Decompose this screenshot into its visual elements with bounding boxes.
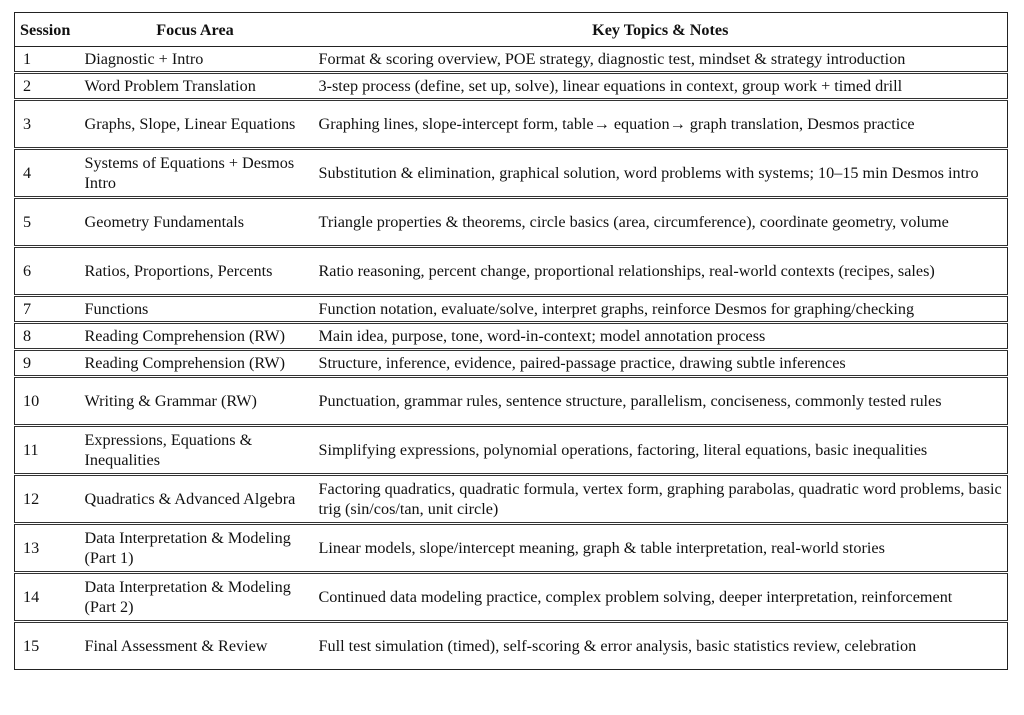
session-number-cell: 13 bbox=[15, 524, 77, 573]
table-row bbox=[15, 47, 1008, 73]
focus-area-cell: Ratios, Proportions, Percents bbox=[77, 247, 314, 296]
key-topics-cell: Continued data modeling practice, complex problem solving, deeper interpretation, reinforcement bbox=[314, 573, 1008, 622]
key-topics-cell: Graphing lines, slope-intercept form, table→ equation→ graph translation, Desmos practice bbox=[314, 100, 1008, 149]
focus-area-cell: Reading Comprehension (RW) bbox=[77, 350, 314, 377]
key-topics-cell: Substitution & elimination, graphical solution, word problems with systems; 10–15 min Desmos intro bbox=[314, 149, 1008, 198]
focus-area-cell: Writing & Grammar (RW) bbox=[77, 377, 314, 426]
table-row bbox=[15, 350, 1008, 377]
table-row bbox=[15, 426, 1008, 475]
header-row bbox=[15, 13, 1008, 47]
schedule-table-wrapper bbox=[14, 12, 1007, 670]
table-row bbox=[15, 247, 1008, 296]
table-row bbox=[15, 100, 1008, 149]
table-header bbox=[15, 13, 1008, 47]
table-body bbox=[15, 47, 1008, 670]
header-session: Session bbox=[15, 13, 77, 47]
focus-area-cell: Diagnostic + Intro bbox=[77, 47, 314, 73]
focus-area-cell: Quadratics & Advanced Algebra bbox=[77, 475, 314, 524]
key-topics-cell: Triangle properties & theorems, circle basics (area, circumference), coordinate geometry, volume bbox=[314, 198, 1008, 247]
key-topics-cell: 3-step process (define, set up, solve), linear equations in context, group work + timed drill bbox=[314, 73, 1008, 100]
table-row bbox=[15, 296, 1008, 323]
key-topics-cell: Full test simulation (timed), self-scoring & error analysis, basic statistics review, celebration bbox=[314, 622, 1008, 670]
key-topics-cell: Punctuation, grammar rules, sentence structure, parallelism, conciseness, commonly tested rules bbox=[314, 377, 1008, 426]
key-topics-cell: Main idea, purpose, tone, word-in-context; model annotation process bbox=[314, 323, 1008, 350]
session-number-cell: 12 bbox=[15, 475, 77, 524]
session-number-cell: 8 bbox=[15, 323, 77, 350]
focus-area-cell: Data Interpretation & Modeling (Part 2) bbox=[77, 573, 314, 622]
session-number-cell: 9 bbox=[15, 350, 77, 377]
session-number-cell: 6 bbox=[15, 247, 77, 296]
table-row bbox=[15, 475, 1008, 524]
session-number-cell: 2 bbox=[15, 73, 77, 100]
table-row bbox=[15, 149, 1008, 198]
session-number-cell: 15 bbox=[15, 622, 77, 670]
session-number-cell: 10 bbox=[15, 377, 77, 426]
session-number-cell: 1 bbox=[15, 47, 77, 73]
table-row bbox=[15, 198, 1008, 247]
table-row bbox=[15, 622, 1008, 670]
table-row bbox=[15, 377, 1008, 426]
key-topics-cell: Ratio reasoning, percent change, proportional relationships, real-world contexts (recipes, sales) bbox=[314, 247, 1008, 296]
table-row bbox=[15, 323, 1008, 350]
focus-area-cell: Geometry Fundamentals bbox=[77, 198, 314, 247]
table-row bbox=[15, 73, 1008, 100]
session-number-cell: 7 bbox=[15, 296, 77, 323]
key-topics-cell: Format & scoring overview, POE strategy, diagnostic test, mindset & strategy introduction bbox=[314, 47, 1008, 73]
focus-area-cell: Functions bbox=[77, 296, 314, 323]
session-number-cell: 3 bbox=[15, 100, 77, 149]
table-row bbox=[15, 573, 1008, 622]
focus-area-cell: Word Problem Translation bbox=[77, 73, 314, 100]
session-number-cell: 4 bbox=[15, 149, 77, 198]
key-topics-cell: Function notation, evaluate/solve, interpret graphs, reinforce Desmos for graphing/checking bbox=[314, 296, 1008, 323]
focus-area-cell: Reading Comprehension (RW) bbox=[77, 323, 314, 350]
key-topics-cell: Factoring quadratics, quadratic formula, vertex form, graphing parabolas, quadratic word problems, basic trig (sin/cos/tan, unit circle) bbox=[314, 475, 1008, 524]
session-number-cell: 14 bbox=[15, 573, 77, 622]
focus-area-cell: Graphs, Slope, Linear Equations bbox=[77, 100, 314, 149]
session-number-cell: 5 bbox=[15, 198, 77, 247]
session-schedule-table bbox=[14, 12, 1008, 670]
focus-area-cell: Systems of Equations + Desmos Intro bbox=[77, 149, 314, 198]
key-topics-cell: Linear models, slope/intercept meaning, graph & table interpretation, real-world stories bbox=[314, 524, 1008, 573]
focus-area-cell: Data Interpretation & Modeling (Part 1) bbox=[77, 524, 314, 573]
focus-area-cell: Expressions, Equations & Inequalities bbox=[77, 426, 314, 475]
key-topics-cell: Structure, inference, evidence, paired-passage practice, drawing subtle inferences bbox=[314, 350, 1008, 377]
header-key-topics: Key Topics & Notes bbox=[314, 13, 1008, 47]
table-row bbox=[15, 524, 1008, 573]
header-focus-area: Focus Area bbox=[77, 13, 314, 47]
key-topics-cell: Simplifying expressions, polynomial operations, factoring, literal equations, basic inequalities bbox=[314, 426, 1008, 475]
focus-area-cell: Final Assessment & Review bbox=[77, 622, 314, 670]
session-number-cell: 11 bbox=[15, 426, 77, 475]
